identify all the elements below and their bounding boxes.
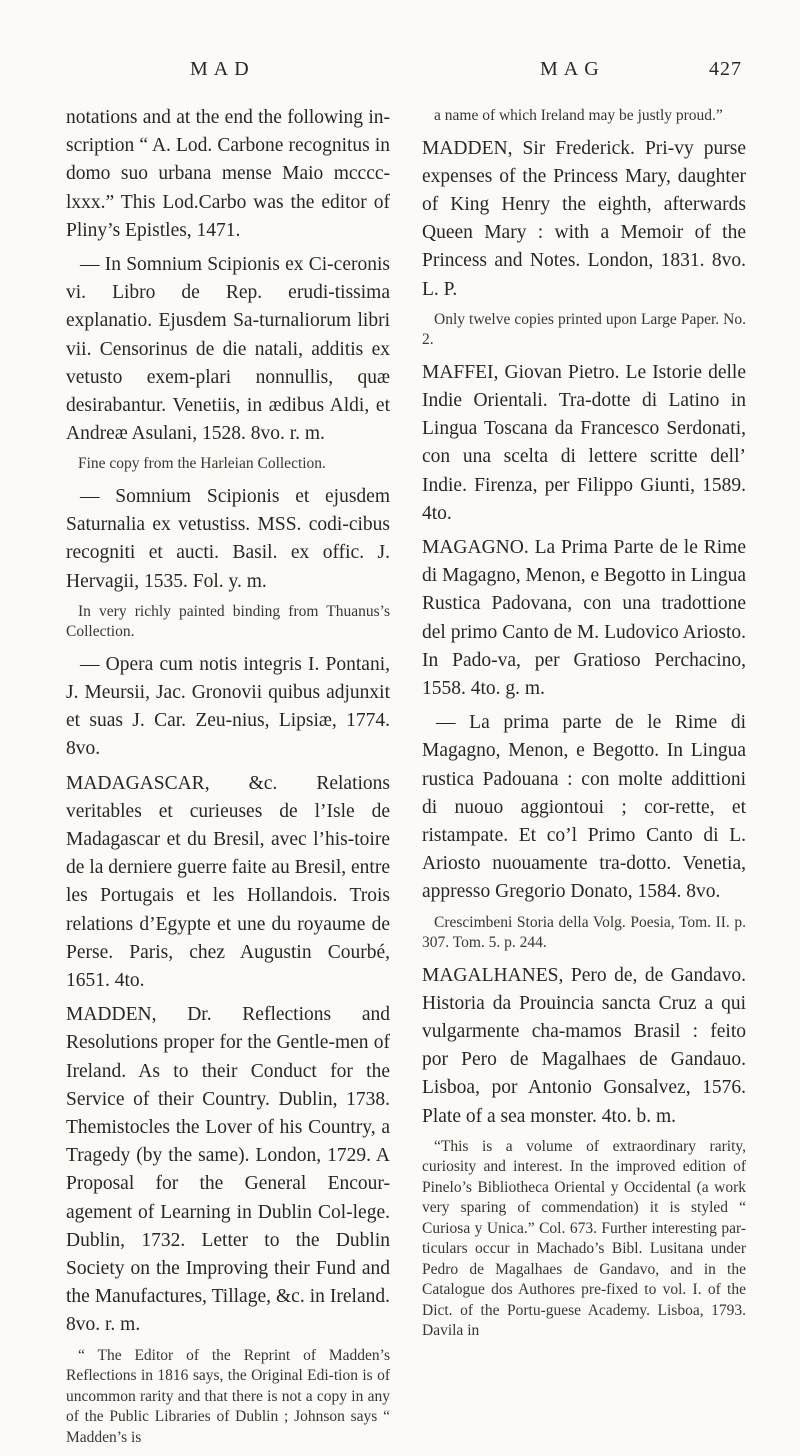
catalogue-entry: MAGAGNO. La Prima Parte de le Rime di Magagno, Menon, e Begotto in Lingua Rustica Padovana, con una tradottione del primo Canto de M. Ludovico Ariosto. In Pado-va, per Gratioso Perchacino, 1558. 4to. g. m. [422, 536, 746, 699]
page-number: 427 [709, 58, 742, 80]
running-head-right: MAG [540, 58, 605, 80]
annotation-note: “ The Editor of the Reprint of Madden’s Reflections in 1816 says, the Original Edi-tion is of uncommon rarity and that there is not a copy in any of the Public Libraries of Dublin ; Johnson says “ Madden’s is [66, 1346, 390, 1446]
catalogue-entry: — Somnium Scipionis et ejusdem Saturnalia ex vetustiss. MSS. codi-cibus recogniti et aucti. Basil. ex offic. J. Hervagii, 1535. Fol. y. m. [66, 485, 390, 592]
catalogue-entry: MAGALHANES, Pero de, de Gandavo. Historia da Prouincia sancta Cruz a qui vulgarmente cha-mamos Brasil : feito por Pero de Magalhaes de Gandauo. Lisboa, por Antonio Gonsalvez, 1576. Plate of a sea monster. 4to. b. m. [422, 964, 746, 1127]
catalogue-entry: — In Somnium Scipionis ex Ci-ceronis vi. Libro de Rep. erudi-tissima explanatio. Ejusdem Sa-turnaliorum libri vii. Censorinus de die natali, additis ex vetusto exem-plari nonnullis, quæ desirabantur. Venetiis, in ædibus Aldi, et Andreæ Asulani, 1528. 8vo. r. m. [66, 254, 390, 445]
annotation-note: In very richly painted binding from Thuanus’s Collection. [66, 602, 390, 641]
annotation-note: a name of which Ireland may be justly proud.” [434, 107, 723, 124]
catalogue-entry: — Opera cum notis integris I. Pontani, J. Meursii, Jac. Gronovii quibus adjunxit et suas J. Car. Zeu-nius, Lipsiæ, 1774. 8vo. [66, 653, 390, 760]
catalogue-entry: notations and at the end the following in-scription “ A. Lod. Carbone recognitus in domo suo urbana mense Maio mcccc-lxxx.” This Lod.Carbo was the editor of Pliny’s Epistles, 1471. [66, 107, 390, 241]
catalogue-entry: MADDEN, Sir Frederick. Pri-vy purse expenses of the Princess Mary, daughter of King Henry the eighth, afterwards Queen Mary : with a Memoir of the Princess and Notes. London, 1831. 8vo. L. P. [422, 137, 746, 300]
right-column [422, 104, 746, 1456]
running-head-left: MAD [190, 58, 255, 80]
left-column [66, 104, 390, 1456]
running-head [0, 58, 800, 88]
catalogue-entry: MADDEN, Dr. Reflections and Resolutions proper for the Gentle-men of Ireland. As to their Conduct for the Service of their Country. Dublin, 1738. Themistocles the Lover of his Country, a Tragedy (by the same). London, 1729. A Proposal for the General Encour-agement of Learning in Dublin Col-lege. Dublin, 1732. Letter to the Dublin Society on the Improving their Fund and the Manufactures, Tillage, &c. in Ireland. 8vo. r. m. [66, 1004, 390, 1336]
annotation-note: Only twelve copies printed upon Large Paper. No. 2. [422, 310, 746, 349]
catalogue-entry: — La prima parte de le Rime di Magagno, Menon, e Begotto. In Lingua rustica Padouana : con molte addittioni di nuouo aggiontoui ; cor-rette, et ristampate. Et co’l Primo Canto di L. Ariosto nuouamente tra-dotto. Venetia, appresso Gregorio Donato, 1584. 8vo. [422, 712, 746, 903]
annotation-note: Crescimbeni Storia della Volg. Poesia, Tom. II. p. 307. Tom. 5. p. 244. [422, 913, 746, 952]
catalogue-entry: MAFFEI, Giovan Pietro. Le Istorie delle Indie Orientali. Tra-dotte di Latino in Lingua Toscana da Francesco Serdonati, con una scelta di lettere scritte dell’ Indie. Firenza, per Filippo Giunti, 1589. 4to. [422, 361, 746, 524]
catalogue-entry: MADAGASCAR, &c. Relations veritables et curieuses de l’Isle de Madagascar et du Bresil, avec l’his-toire de la derniere guerre faite au Bresil, entre les Portugais et les Hollandois. Trois relations d’Egypte et une du royaume de Perse. Paris, chez Augustin Courbé, 1651. 4to. [66, 772, 390, 991]
annotation-note: Fine copy from the Harleian Collection. [78, 455, 326, 473]
annotation-note: “This is a volume of extraordinary rarity, curiosity and interest. In the improved edition of Pinelo’s Bibliotheca Oriental y Occidental (a work very sparing of commendation) it is styled “ Curiosa y Unica.” Col. 673. Further interesting par-ticulars occur in Machado’s Bibl. Lusitana under Pedro de Magalhaes de Gandavo, and in the Catalogue dos Authores pre-fixed to vol. I. of the Dict. of the Portu-guese Academy. Lisboa, 1793. Davila in [422, 1137, 746, 1340]
two-column-body [66, 104, 746, 1456]
